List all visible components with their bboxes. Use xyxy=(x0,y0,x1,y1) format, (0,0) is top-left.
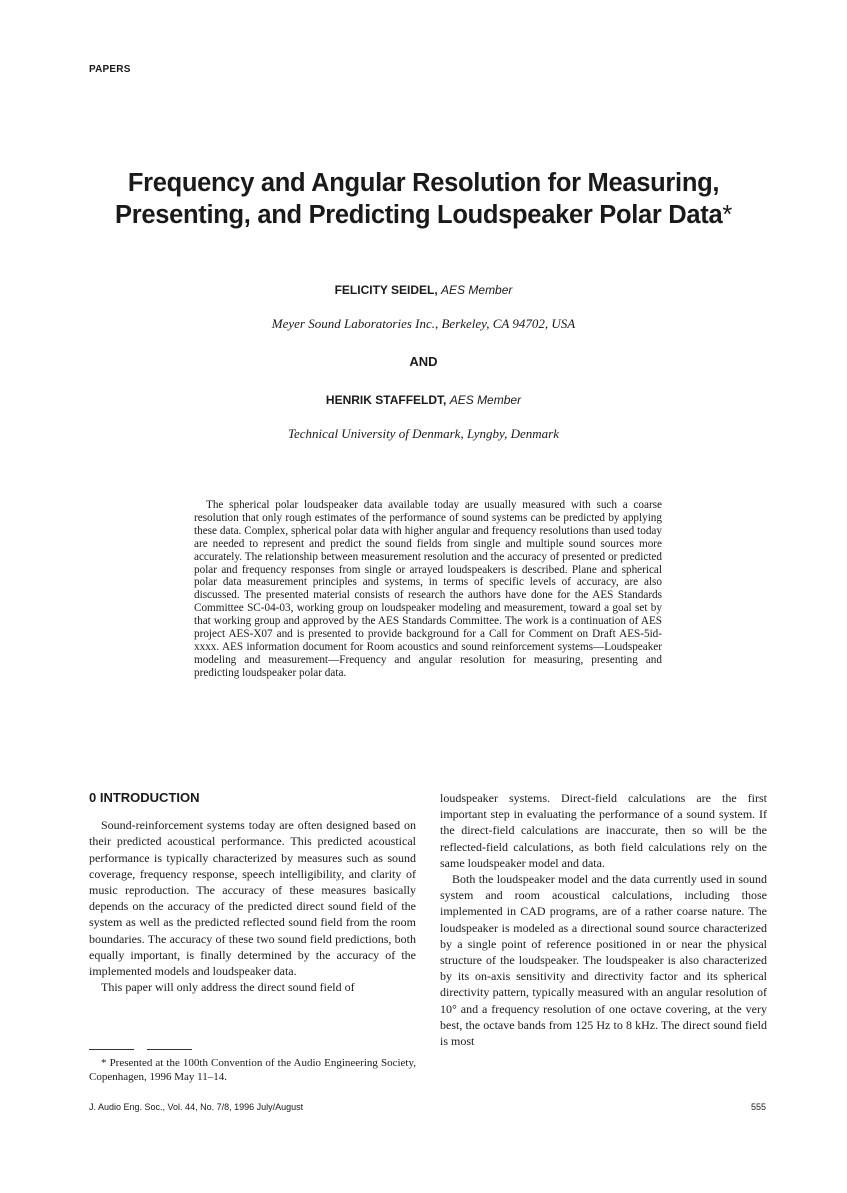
author-1-affiliation: Meyer Sound Laboratories Inc., Berkeley, CA 94702, USA xyxy=(271,316,576,331)
title-line-2-text: Presenting, and Predicting Loudspeaker Polar Data xyxy=(115,201,723,229)
and-separator: AND xyxy=(409,354,438,369)
title-footnote-mark: * xyxy=(722,201,732,229)
author-1-name: FELICITY SEIDEL, xyxy=(334,283,438,297)
paragraph: loudspeaker systems. Direct-field calculations are the first important step in evaluating the performance of a sound system. If the direct-field calculations are inaccurate, then so will be the reflected-field calculations, as both field calculations rely on the same loudspeaker model and data. xyxy=(440,791,767,870)
journal-citation: J. Audio Eng. Soc., Vol. 44, No. 7/8, 1996 July/August xyxy=(89,1102,304,1112)
author-1 xyxy=(0,283,847,297)
footnote-rule-left xyxy=(89,1049,134,1050)
section-heading: 0 INTRODUCTION xyxy=(89,790,200,805)
body-column-left xyxy=(89,790,416,995)
abstract: The spherical polar loudspeaker data available today are usually measured with such a coarse resolution that only rough estimates of the performance of sound systems can be predicted by applying these data. Complex, spherical polar data with higher angular and frequency resolutions than used today are needed to represent and predict the sound fields from single and multiple sound sources more accurately. The relationship between measurement resolution and the accuracy of presented or predicted polar and frequency responses from single or arrayed loudspeakers is described. Plane and spherical polar data measurement principles and systems, in terms of specific levels of accuracy, are also discussed. The presented material consists of research the authors have done for the AES Standards Committee SC-04-03, working group on loudspeaker modeling and measurement, toward a goal set by that working group and approved by the AES Standards Committee. The work is a continuation of AES project AES-X07 and is presented to provide background for a Call for Comment on Draft AES-5id-xxxx. AES information document for Room acoustics and sound reinforcement systems—Loudspeaker modeling and measurement—Frequency and angular resolution for measuring, presenting and predicting loudspeaker polar data. xyxy=(194,499,662,679)
footnote-rule xyxy=(89,1049,199,1050)
title-line-2 xyxy=(60,199,787,231)
author-1-membership: AES Member xyxy=(441,283,513,297)
page-number: 555 xyxy=(750,1102,766,1112)
paragraph: Both the loudspeaker model and the data currently used in sound system and room acoustical calculations, including those implemented in CAD programs, are of a rather coarse nature. The loudspeaker is modeled as a directional sound source characterized by a single point of reference positioned in or near the physical structure of the loudspeaker. The loudspeaker is also characterized by its on-axis sensitivity and directivity factor and its spherical directivity pattern, typically measured with an angular resolution of 10° and a frequency resolution of one octave covering, at the very best, the octave bands from 125 Hz to 8 kHz. The direct sound field is most xyxy=(440,872,767,1049)
footnote-rule-right xyxy=(147,1049,192,1050)
paper-title xyxy=(60,167,787,231)
author-2-affiliation: Technical University of Denmark, Lyngby, Denmark xyxy=(287,426,559,441)
footnote: * Presented at the 100th Convention of the Audio Engineering Society, Copenhagen, 1996 May 11–14. xyxy=(89,1057,416,1083)
paragraph: Sound-reinforcement systems today are often designed based on their predicted acoustical performance. This predicted acoustical performance is typically characterized by measures such as sound coverage, frequency response, speech intelligibility, and clarity of music reproduction. The accuracy of these measures basically depends on the accuracy of the predicted direct sound field of the system as well as the predicted reflected sound field from the room boundaries. The accuracy of these two sound field predictions, both equally important, is finally determined by the accuracy of the implemented models and loudspeaker data. xyxy=(89,818,416,979)
paragraph: This paper will only address the direct sound field of xyxy=(101,980,355,995)
body-column-right xyxy=(440,790,767,1049)
section-label: PAPERS xyxy=(89,64,131,75)
author-2-membership: AES Member xyxy=(449,393,522,407)
author-2 xyxy=(0,393,847,407)
title-line-1: Frequency and Angular Resolution for Measuring, xyxy=(127,169,720,197)
author-2-name: HENRIK STAFFELDT, xyxy=(325,393,447,407)
